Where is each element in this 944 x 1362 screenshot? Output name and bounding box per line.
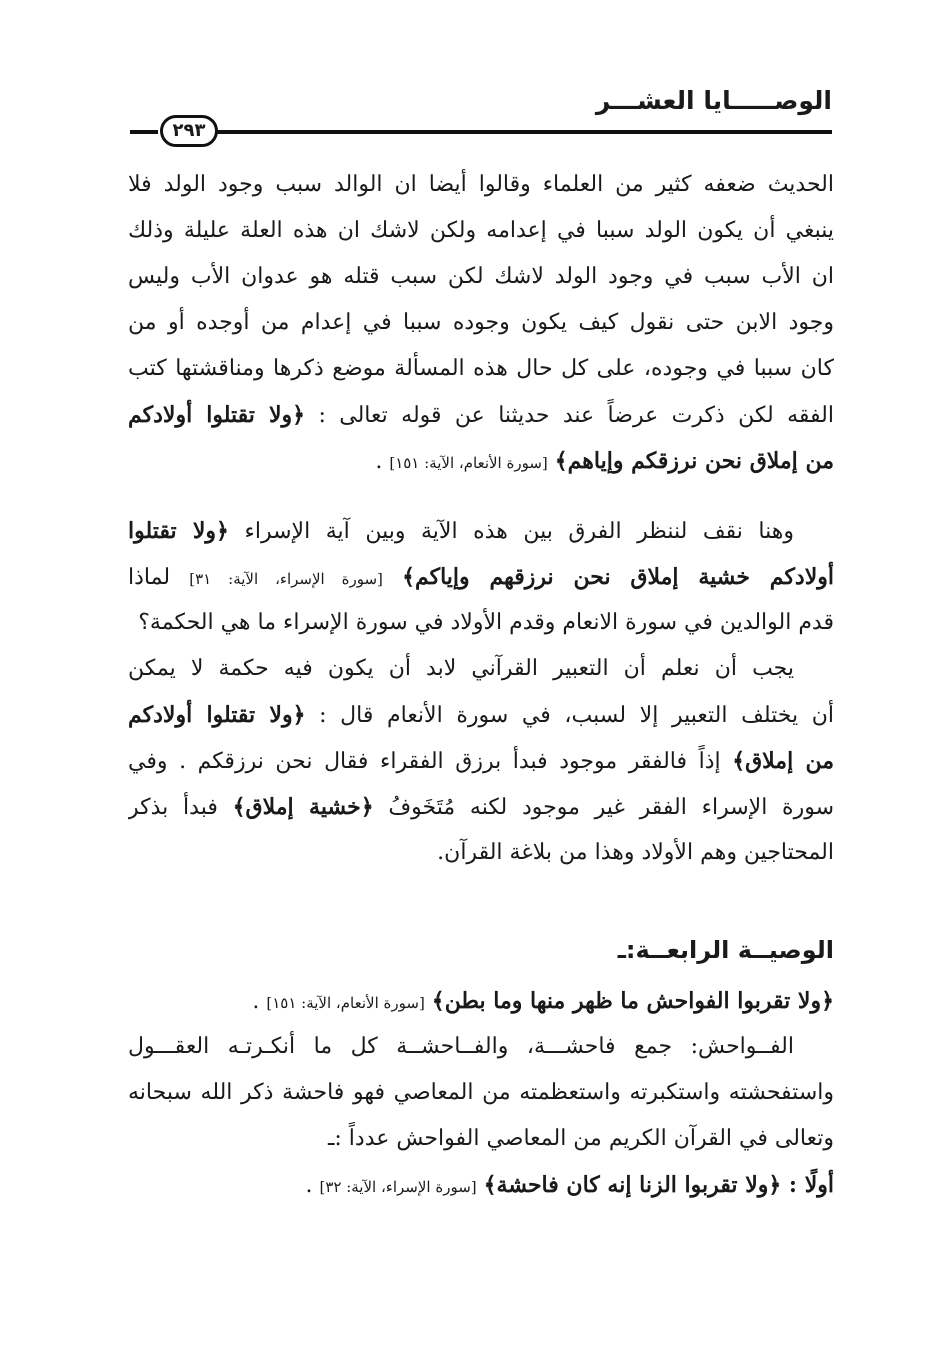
text-line bbox=[128, 554, 834, 600]
line-text: يجب أن نعلم أن التعبير القرآني لابد أن يكون فيه حكمة لا يمكن bbox=[128, 656, 794, 681]
text-line bbox=[128, 784, 834, 830]
quran-verse: من إملاق نحن نرزقكم وإياهم﴾ bbox=[554, 448, 834, 474]
quran-verse: ﴿خشية إملاق﴾ bbox=[232, 794, 374, 820]
line-text: كان سببا في وجوده، على كل حال هذه المسألة موضع ذكرها ومناقشتها كتب bbox=[128, 356, 834, 381]
line-text: الفــواحش: جمع فاحشـــة، والفــاحشــة كل ما أنكـرتـه العقـــول bbox=[128, 1034, 794, 1059]
text-line bbox=[128, 162, 834, 208]
text-line bbox=[128, 1024, 834, 1070]
verse-reference: [سورة الأنعام، الآية: ١٥١] bbox=[389, 454, 548, 472]
line-text: أن يختلف التعبير إلا لسبب، في سورة الأنعام قال : bbox=[319, 703, 834, 728]
page-number: ٢٩٣ bbox=[160, 115, 218, 147]
text-line bbox=[128, 1162, 834, 1208]
quran-verse: ﴿ولا تقتلوا أولادكم bbox=[128, 402, 306, 428]
line-text: وتعالى في القرآن الكريم من المعاصي الفواحش عدداً :ـ bbox=[327, 1126, 834, 1151]
line-text: ينبغي أن يكون الولد سببا في إعدامه ولكن لاشك ان هذه العلة عليلة وذلك bbox=[128, 218, 834, 243]
quran-verse: ﴿ولا تقربوا الفواحش ما ظهر منها وما بطن﴾ bbox=[431, 988, 834, 1014]
text-line bbox=[128, 830, 834, 876]
quran-verse: أولًا : ﴿ولا تقربوا الزنا إنه كان فاحشة﴾ bbox=[483, 1172, 834, 1198]
text-line bbox=[128, 978, 834, 1024]
text-line bbox=[128, 438, 834, 484]
text-line bbox=[128, 1070, 834, 1116]
line-text: الفقه لكن ذكرت عرضاً عند حديثنا عن قوله تعالى : bbox=[318, 403, 834, 428]
quran-verse: ﴿ولا تقتلوا bbox=[128, 518, 229, 544]
line-text: . bbox=[252, 989, 260, 1014]
line-text: الحديث ضعفه كثير من العلماء وقالوا أيضا ان الوالد سبب وجود الولد فلا bbox=[128, 172, 834, 197]
text-line bbox=[128, 738, 834, 784]
paragraph-1 bbox=[128, 162, 834, 484]
text-line bbox=[128, 646, 834, 692]
text-line bbox=[128, 392, 834, 438]
verse-reference: [سورة الأنعام، الآية: ١٥١] bbox=[266, 994, 425, 1012]
paragraph-4 bbox=[128, 978, 834, 1208]
line-text: فبدأ بذكر bbox=[128, 795, 218, 820]
line-text: قدم الوالدين في سورة الانعام وقدم الأولاد في سورة الإسراء ما هي الحكمة؟ bbox=[138, 610, 834, 635]
line-text: لماذا bbox=[128, 565, 171, 590]
verse-reference: [سورة الإسراء، الآية: ٣١] bbox=[189, 570, 383, 588]
text-line bbox=[128, 208, 834, 254]
text-line bbox=[128, 346, 834, 392]
section-heading: الوصيــة الرابعــة:ـ bbox=[617, 936, 834, 964]
text-line bbox=[128, 1116, 834, 1162]
paragraph-3 bbox=[128, 646, 834, 876]
quran-verse: ﴿ولا تقتلوا أولادكم bbox=[128, 702, 306, 728]
verse-reference: [سورة الإسراء، الآية: ٣٢] bbox=[319, 1178, 477, 1196]
line-text: المحتاجين وهم الأولاد وهذا من بلاغة القرآن. bbox=[437, 840, 834, 865]
quran-verse: أولادكم خشية إملاق نحن نرزقهم وإياكم﴾ bbox=[402, 564, 834, 590]
line-text: واستفحشته واستكبرته واستعظمته من المعاصي فهو فاحشة ذكر الله سبحانه bbox=[128, 1080, 834, 1105]
text-line bbox=[128, 254, 834, 300]
paragraph-2 bbox=[128, 508, 834, 646]
line-text: وجود الابن حتى نقول كيف يكون وجوده سببا في إعدام من أوجده أو من bbox=[128, 310, 834, 335]
line-text: سورة الإسراء الفقر غير موجود لكنه مُتَخَوفُ bbox=[388, 795, 834, 820]
header-rule bbox=[216, 130, 832, 134]
line-text: إذاً فالفقر موجود فبدأ برزق الفقراء فقال نحن نرزقكم . وفي bbox=[128, 749, 721, 774]
line-text: وهنا نقف لننظر الفرق بين هذه الآية وبين آية الإسراء bbox=[244, 519, 794, 544]
line-text: . bbox=[375, 449, 383, 474]
text-line bbox=[128, 300, 834, 346]
line-text: . bbox=[305, 1173, 313, 1198]
text-line bbox=[128, 600, 834, 646]
header-rule-left bbox=[130, 130, 158, 134]
running-header-title: الوصـــــايا العشـــر bbox=[595, 86, 832, 115]
text-line bbox=[128, 692, 834, 738]
line-text: ان الأب سبب في وجود الولد لاشك لكن سبب قتله هو عدوان الأب وليس bbox=[128, 264, 834, 289]
quran-verse: من إملاق﴾ bbox=[732, 748, 834, 774]
text-line bbox=[128, 508, 834, 554]
